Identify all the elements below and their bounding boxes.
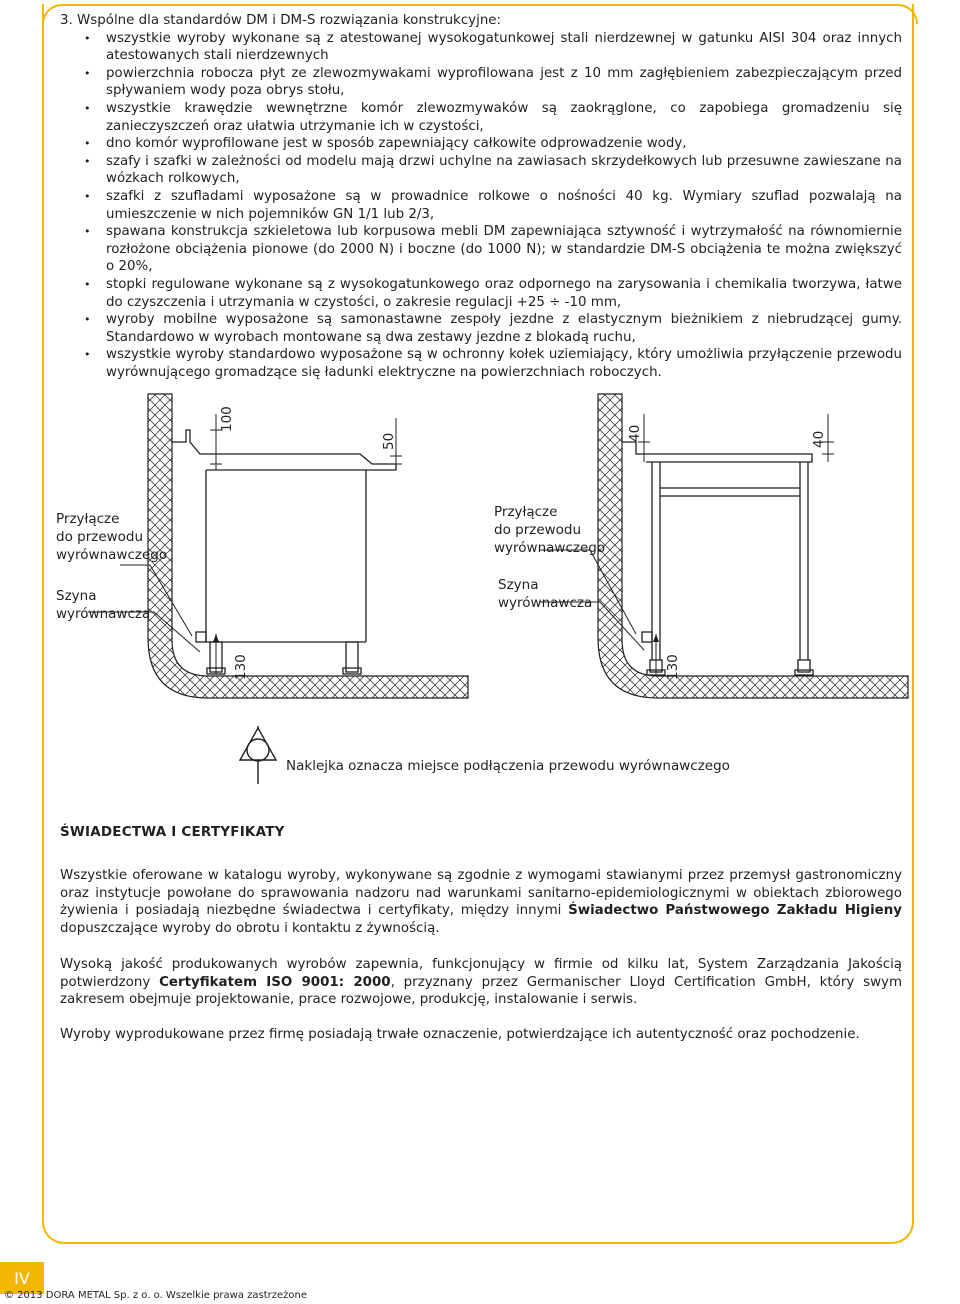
label-line: Szyna: [56, 588, 97, 604]
left-dimensions: [210, 414, 402, 674]
right-dim-40-b: 40: [811, 430, 827, 448]
grounding-drawing: [0, 380, 960, 800]
bold-text: Certyfikatem ISO 9001: 2000: [159, 974, 391, 990]
certificates-title: ŚWIADECTWA I CERTYFIKATY: [60, 824, 285, 840]
list-item: • dno komór wyprofilowane jest w sposób zapewniający całkowite odprowadzenie wody,: [60, 135, 902, 153]
label-line: Przyłącze: [56, 511, 120, 527]
certificates-paragraph-1: [60, 867, 902, 937]
spec-title: 3. Wspólne dla standardów DM i DM-S rozwiązania konstrukcyjne:: [60, 13, 502, 28]
right-table: [622, 442, 813, 675]
list-item: • wszystkie krawędzie wewnętrzne komór zlewozmywaków są zaokrąglone, co zapobiega gromadzeniu się zanieczyszczeń oraz ułatwia utrzymanie ich w czystości,: [60, 100, 902, 135]
certificates-paragraph-2: [60, 956, 902, 1009]
page-number-tab: IV: [0, 1262, 44, 1294]
list-item: • wszystkie wyroby standardowo wyposażone są w ochronny kołek uziemiający, który umożliwia przyłączenie przewodu wyrównującego gromadzące się ładunki elektryczne na powierzchniach roboczych.: [60, 346, 902, 381]
label-line: wyrównawcza: [498, 595, 593, 611]
spec-section: [60, 12, 902, 381]
list-item: • wszystkie wyroby wykonane są z atestowanej wysokogatunkowej stali nierdzewnej w gatunku AISI 304 oraz innych atestowanych stali nierdzewnych: [60, 30, 902, 65]
left-dim-100: 100: [219, 406, 235, 432]
label-line: do przewodu: [494, 522, 582, 538]
label-line: wyrównawczego: [494, 540, 606, 556]
list-item: • szafy i szafki w zależności od modelu mają drzwi uchylne na zawiasach skrzydełkowych lub przesuwne zawieszane na wózkach rolkowych,: [60, 153, 902, 188]
list-item: • stopki regulowane wykonane są z wysokogatunkowego oraz odpornego na zarysowania i chemikalia tworzywa, łatwe do czyszczenia i utrzymania w czystości, o zakresie regulacji +25 ÷ -10 mm,: [60, 276, 902, 311]
copyright: © 2013 DORA METAL Sp. z o. o. Wszelkie prawa zastrzeżone: [4, 1290, 308, 1301]
label-line: do przewodu: [56, 529, 144, 545]
list-item: • szafki z szufladami wyposażone są w prowadnice rolkowe o nośności 40 kg. Wymiary szuflad pozwalają na umieszczenie w nich pojemników GN 1/1 lub 2/3,: [60, 188, 902, 223]
right-connector-label: [494, 503, 605, 557]
certificates-paragraph-3: Wyroby wyprodukowane przez firmę posiadają trwałe oznaczenie, potwierdzające ich autentyczność oraz pochodzenie.: [60, 1027, 860, 1042]
list-item: • powierzchnia robocza płyt ze zlewozmywakami wyprofilowana jest z 10 mm zagłębieniem zabezpieczającym przed spływaniem wody poza obrys stołu,: [60, 65, 902, 100]
text-span: , przyznany przez Germanischer Lloyd Certification GmbH, który swym zakresem obejmuje projektowanie, prace rozwojowe, produkcję, instalowanie i serwis.: [60, 974, 902, 1008]
bold-text: Świadectwo Państwowego Zakładu Higieny: [568, 903, 903, 919]
right-dim-40-a: 40: [627, 424, 643, 442]
list-item: • spawana konstrukcja szkieletowa lub korpusowa mebli DM zapewniająca sztywność i wytrzymałość na równomiernie rozłożone obciążenia pionowe (do 2000 N) i boczne (do 1000 N); w standardzie DM-S obciążenia te można zwiększyć o 20%,: [60, 223, 902, 276]
text-span: Wysoką jakość produkowanych wyrobów zapewnia, funkcjonujący w firmie od kilku lat, System Zarządzania Jakością potwierdzony: [60, 957, 902, 990]
text-span: Wszystkie oferowane w katalogu wyroby, wykonywane są zgodnie z wymogami stawianymi przez przemysł gastronomiczny oraz instytucje powołane do sprawowania nadzoru nad warunkami sanitarno-epidemiologicznymi w obiektach zbiorowego żywienia i posiadają niezbędne świadectwa i certyfikaty, między innymi: [60, 868, 902, 919]
label-line: Szyna: [498, 577, 539, 593]
label-line: wyrównawczego: [56, 547, 168, 563]
left-rail-label: [56, 587, 150, 623]
right-rail-label: [498, 576, 592, 612]
list-item: • wyroby mobilne wyposażone są samonastawne zespoły jezdne z elastycznym bieżnikiem z niebrudzącej gumy. Standardowo w wyrobach montowane są dwa zestawy jezdne z blokadą ruchu,: [60, 311, 902, 346]
left-dim-130: 130: [233, 654, 249, 680]
right-dim-130: 130: [665, 654, 681, 680]
sticker-description: Naklejka oznacza miejsce podłączenia przewodu wyrównawczego: [286, 758, 730, 774]
label-line: Przyłącze: [494, 504, 558, 520]
left-connector-label: [56, 510, 167, 564]
left-wall-floor: [148, 394, 468, 698]
left-cabinet: [172, 430, 396, 674]
sticker-symbol-icon: [240, 726, 276, 784]
left-dim-arrow: [213, 634, 219, 642]
right-dim-arrow: [653, 634, 659, 642]
spec-list: [60, 30, 902, 382]
right-dimensions: [638, 414, 834, 674]
text-span: dopuszczające wyroby do obrotu i kontaktu z żywnością.: [60, 920, 440, 936]
left-dim-50: 50: [381, 432, 397, 450]
label-line: wyrównawcza: [56, 606, 151, 622]
